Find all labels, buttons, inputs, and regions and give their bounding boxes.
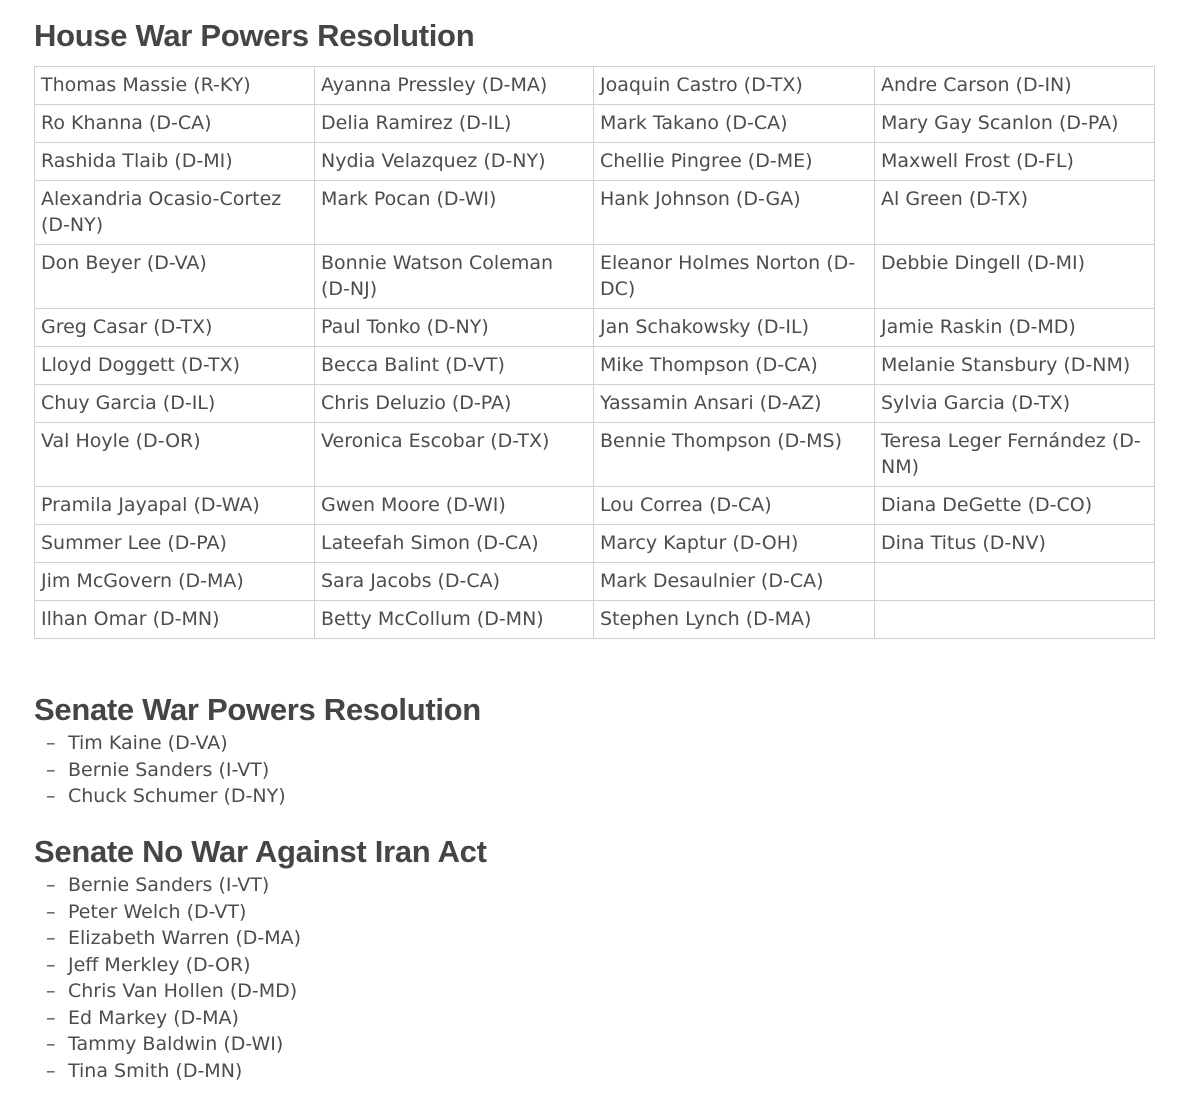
table-cell: Stephen Lynch (D-MA) bbox=[594, 601, 875, 639]
table-cell: Don Beyer (D-VA) bbox=[35, 245, 315, 309]
table-row bbox=[35, 601, 1155, 639]
bullet-dash: – bbox=[46, 953, 56, 976]
bullet-dash: – bbox=[46, 758, 56, 781]
table-cell: Sara Jacobs (D-CA) bbox=[315, 563, 594, 601]
table-cell: Mary Gay Scanlon (D-PA) bbox=[875, 105, 1155, 143]
list-item bbox=[46, 899, 487, 926]
table-row bbox=[35, 525, 1155, 563]
senator-name: Peter Welch (D-VT) bbox=[68, 900, 247, 923]
bullet-dash: – bbox=[46, 874, 56, 896]
table-cell: Ilhan Omar (D-MN) bbox=[35, 601, 315, 639]
table-row bbox=[35, 347, 1155, 385]
table-cell: Mark Takano (D-CA) bbox=[594, 105, 875, 143]
table-cell: Lloyd Doggett (D-TX) bbox=[35, 347, 315, 385]
list-item bbox=[46, 1005, 487, 1032]
bullet-dash: – bbox=[46, 980, 56, 1002]
table-cell: Lou Correa (D-CA) bbox=[594, 487, 875, 525]
table-cell: Hank Johnson (D-GA) bbox=[594, 181, 875, 245]
table-cell: Ayanna Pressley (D-MA) bbox=[315, 67, 594, 105]
senator-name: Elizabeth Warren (D-MA) bbox=[68, 927, 302, 949]
table-cell: Veronica Escobar (D-TX) bbox=[315, 423, 594, 487]
list-item bbox=[46, 925, 487, 952]
table-cell: Al Green (D-TX) bbox=[875, 181, 1155, 245]
table-cell: Bennie Thompson (D-MS) bbox=[594, 423, 875, 487]
table-row bbox=[35, 563, 1155, 601]
table-cell: Thomas Massie (R-KY) bbox=[35, 67, 315, 105]
bullet-dash: – bbox=[46, 1006, 56, 1029]
list-item bbox=[46, 872, 487, 899]
table-cell: Mark Pocan (D-WI) bbox=[315, 181, 594, 245]
house-table-body bbox=[35, 67, 1155, 639]
table-row bbox=[35, 143, 1155, 181]
senate-wpr-title: Senate War Powers Resolution bbox=[34, 692, 481, 727]
bullet-dash: – bbox=[46, 927, 56, 949]
senate-nwaia-section bbox=[34, 832, 487, 1084]
list-item bbox=[46, 1058, 487, 1085]
table-cell: Chellie Pingree (D-ME) bbox=[594, 143, 875, 181]
table-cell: Jamie Raskin (D-MD) bbox=[875, 309, 1155, 347]
senate-nwaia-title: Senate No War Against Iran Act bbox=[34, 834, 487, 869]
table-cell: Teresa Leger Fernández (D-NM) bbox=[875, 423, 1155, 487]
list-item bbox=[46, 1031, 487, 1058]
table-cell: Val Hoyle (D-OR) bbox=[35, 423, 315, 487]
table-cell: Melanie Stansbury (D-NM) bbox=[875, 347, 1155, 385]
bullet-dash: – bbox=[46, 1033, 56, 1055]
table-row bbox=[35, 385, 1155, 423]
table-cell: Diana DeGette (D-CO) bbox=[875, 487, 1155, 525]
table-cell: Jim McGovern (D-MA) bbox=[35, 563, 315, 601]
table-cell: Pramila Jayapal (D-WA) bbox=[35, 487, 315, 525]
list-item bbox=[46, 783, 481, 810]
table-cell: Summer Lee (D-PA) bbox=[35, 525, 315, 563]
senator-name: Tim Kaine (D-VA) bbox=[68, 732, 228, 754]
senate-wpr-section bbox=[34, 690, 481, 810]
table-cell: Rashida Tlaib (D-MI) bbox=[35, 143, 315, 181]
bullet-dash: – bbox=[46, 900, 56, 923]
house-section-title: House War Powers Resolution bbox=[34, 18, 475, 53]
table-cell: Sylvia Garcia (D-TX) bbox=[875, 385, 1155, 423]
list-item bbox=[46, 978, 487, 1005]
table-cell bbox=[875, 563, 1155, 601]
senator-name: Ed Markey (D-MA) bbox=[68, 1006, 239, 1029]
senate-wpr-list bbox=[34, 730, 481, 810]
table-cell: Maxwell Frost (D-FL) bbox=[875, 143, 1155, 181]
list-item bbox=[46, 730, 481, 757]
list-item bbox=[46, 952, 487, 979]
senator-name: Jeff Merkley (D-OR) bbox=[68, 953, 251, 976]
table-cell: Marcy Kaptur (D-OH) bbox=[594, 525, 875, 563]
senator-name: Chuck Schumer (D-NY) bbox=[68, 785, 286, 807]
table-cell: Ro Khanna (D-CA) bbox=[35, 105, 315, 143]
table-row bbox=[35, 181, 1155, 245]
table-cell: Nydia Velazquez (D-NY) bbox=[315, 143, 594, 181]
table-row bbox=[35, 487, 1155, 525]
senator-name: Tina Smith (D-MN) bbox=[68, 1059, 243, 1082]
table-cell: Greg Casar (D-TX) bbox=[35, 309, 315, 347]
senator-name: Bernie Sanders (I-VT) bbox=[68, 758, 270, 781]
table-cell: Delia Ramirez (D-IL) bbox=[315, 105, 594, 143]
table-cell: Alexandria Ocasio-Cortez (D-NY) bbox=[35, 181, 315, 245]
table-cell: Yassamin Ansari (D-AZ) bbox=[594, 385, 875, 423]
table-cell: Debbie Dingell (D-MI) bbox=[875, 245, 1155, 309]
table-cell: Joaquin Castro (D-TX) bbox=[594, 67, 875, 105]
bullet-dash: – bbox=[46, 1059, 56, 1082]
table-cell: Chris Deluzio (D-PA) bbox=[315, 385, 594, 423]
bullet-dash: – bbox=[46, 785, 56, 807]
table-cell: Eleanor Holmes Norton (D-DC) bbox=[594, 245, 875, 309]
table-cell: Dina Titus (D-NV) bbox=[875, 525, 1155, 563]
table-cell: Lateefah Simon (D-CA) bbox=[315, 525, 594, 563]
table-cell: Mike Thompson (D-CA) bbox=[594, 347, 875, 385]
table-cell: Paul Tonko (D-NY) bbox=[315, 309, 594, 347]
table-row bbox=[35, 245, 1155, 309]
senator-name: Bernie Sanders (I-VT) bbox=[68, 874, 270, 896]
table-cell bbox=[875, 601, 1155, 639]
table-row bbox=[35, 105, 1155, 143]
table-cell: Gwen Moore (D-WI) bbox=[315, 487, 594, 525]
senate-nwaia-list bbox=[34, 872, 487, 1084]
table-cell: Andre Carson (D-IN) bbox=[875, 67, 1155, 105]
table-cell: Betty McCollum (D-MN) bbox=[315, 601, 594, 639]
table-cell: Jan Schakowsky (D-IL) bbox=[594, 309, 875, 347]
table-row bbox=[35, 67, 1155, 105]
list-item bbox=[46, 757, 481, 784]
table-cell: Chuy Garcia (D-IL) bbox=[35, 385, 315, 423]
table-row bbox=[35, 423, 1155, 487]
senator-name: Tammy Baldwin (D-WI) bbox=[68, 1033, 284, 1055]
table-row bbox=[35, 309, 1155, 347]
table-cell: Mark Desaulnier (D-CA) bbox=[594, 563, 875, 601]
bullet-dash: – bbox=[46, 732, 56, 754]
table-cell: Bonnie Watson Coleman (D-NJ) bbox=[315, 245, 594, 309]
senator-name: Chris Van Hollen (D-MD) bbox=[68, 980, 298, 1002]
table-cell: Becca Balint (D-VT) bbox=[315, 347, 594, 385]
house-cosponsors-table bbox=[34, 66, 1155, 639]
